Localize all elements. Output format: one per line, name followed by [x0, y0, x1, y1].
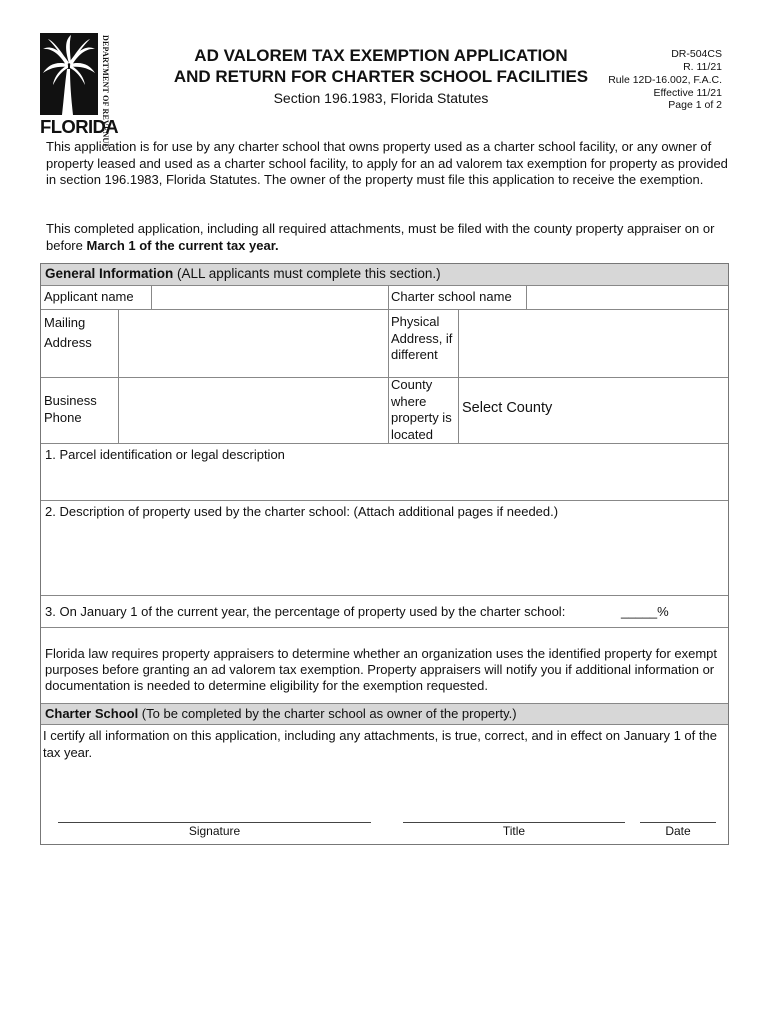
percentage-question-label: 3. On January 1 of the current year, the percentage of property used by the charter school:: [45, 604, 566, 619]
general-information-header: General Information (ALL applicants must complete this section.): [41, 264, 728, 286]
physical-address-label: Physical Address, if different: [391, 314, 453, 362]
title-label: Title: [502, 824, 526, 838]
application-form: [40, 263, 729, 845]
signature-line[interactable]: [58, 822, 371, 823]
business-phone-field[interactable]: [119, 378, 388, 443]
physical-address-field[interactable]: [459, 309, 728, 377]
property-description-label: 2. Description of property used by the charter school: (Attach additional pages if needed.): [45, 504, 559, 519]
date-label: Date: [665, 824, 691, 838]
applicant-name-label: Applicant name: [44, 289, 134, 304]
county-label: County where property is located: [391, 377, 452, 442]
form-title-line1: AD VALOREM TAX EXEMPTION APPLICATION: [194, 46, 568, 65]
intro-paragraph: This application is for use by any charter school that owns property used as a charter school facility, or any owner of property leased and used as a charter school facility, to apply for an ad valorem tax exemption for property as provided in section 196.1983, Florida Statutes. The owner of the property must file this application to receive the exemption.: [46, 139, 728, 187]
page-number: Page 1 of 2: [668, 99, 722, 111]
county-select[interactable]: Select County: [462, 400, 553, 416]
palm-tree-icon: [40, 33, 98, 115]
filing-deadline: March 1 of the current tax year.: [86, 237, 279, 253]
mailing-address-field[interactable]: [119, 309, 388, 377]
form-rule: Rule 12D-16.002, F.A.C.: [608, 74, 722, 86]
charter-school-name-label: Charter school name: [391, 289, 512, 304]
signature-label: Signature: [188, 824, 241, 838]
charter-school-header: Charter School (To be completed by the charter school as owner of the property.): [41, 703, 728, 725]
form-effective: Effective 11/21: [653, 87, 722, 99]
percentage-field[interactable]: _____%: [621, 604, 669, 619]
form-code: DR-504CS: [671, 48, 722, 60]
dor-logo: [40, 33, 119, 150]
form-revision: R. 11/21: [683, 61, 722, 73]
property-description-field[interactable]: [41, 522, 728, 595]
logo-florida-wordmark: FLORIDA: [40, 116, 119, 137]
parcel-identification-label: 1. Parcel identification or legal description: [45, 447, 285, 462]
mailing-address-label: Mailing Address: [44, 315, 92, 350]
applicant-name-field[interactable]: [152, 286, 388, 309]
date-line[interactable]: [640, 822, 716, 823]
certification-text: I certify all information on this application, including any attachments, is true, correct, and in effect on January 1 of the tax year.: [43, 728, 717, 760]
logo-department-text: DEPARTMENT OF REVENUE: [101, 35, 110, 150]
title-line[interactable]: [403, 822, 625, 823]
parcel-identification-field[interactable]: [41, 464, 728, 500]
filing-deadline-paragraph: This completed application, including all required attachments, must be filed with the county property appraiser on or before March 1 of the current tax year.: [46, 221, 715, 253]
form-title-line2: AND RETURN FOR CHARTER SCHOOL FACILITIES: [173, 67, 589, 86]
charter-school-name-field[interactable]: [527, 286, 728, 309]
notice-text: Florida law requires property appraisers to determine whether an organization uses the identified property for exempt purposes before granting an ad valorem tax exemption. Property appraisers will notify you if additional information or documentation is needed to determine eligibility for the exemption requested.: [45, 646, 718, 693]
form-subtitle: Section 196.1983, Florida Statutes: [273, 90, 489, 106]
business-phone-label: Business Phone: [44, 393, 97, 425]
